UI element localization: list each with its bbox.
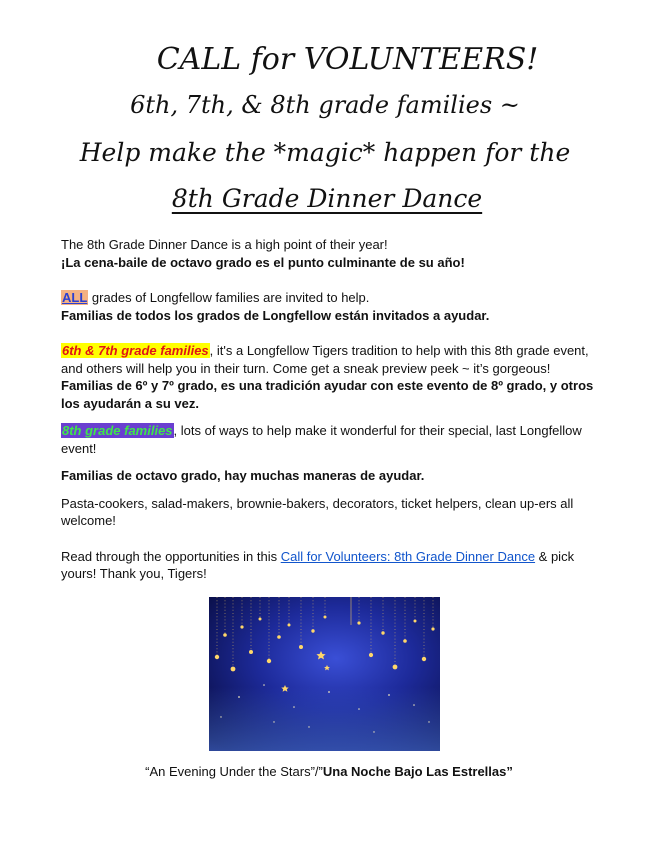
read-prefix: Read through the opportunities in this bbox=[61, 548, 281, 564]
title-call-for-volunteers: CALL for VOLUNTEERS! bbox=[156, 42, 539, 77]
read-through-paragraph bbox=[61, 548, 601, 583]
all-grades-english bbox=[61, 289, 601, 307]
event-title: 8th Grade Dinner Dance bbox=[171, 184, 483, 213]
grade-8-english bbox=[61, 422, 601, 457]
intro-english: The 8th Grade Dinner Dance is a high point of their year! bbox=[61, 237, 388, 252]
grade-67-spanish: Familias de 6º y 7º grado, es una tradición ayudar con este evento de 8º grado, y otros los ayudarán a su vez. bbox=[61, 378, 594, 411]
caption-spanish: Una Noche Bajo Las Estrellas” bbox=[322, 764, 513, 779]
starry-night-image bbox=[209, 597, 440, 751]
volunteer-roles: Pasta-cookers, salad-makers, brownie-bakers, decorators, ticket helpers, clean up-ers all welcome! bbox=[61, 495, 574, 528]
grade-67-text: , it's a Longfellow Tigers tradition to help with this 8th grade event, and others will help you in their turn. Come get a sneak preview peek ~ it’s gorgeous! bbox=[61, 343, 589, 376]
grade-8-highlight: 8th grade families bbox=[62, 423, 173, 438]
call-for-volunteers-link[interactable]: Call for Volunteers: 8th Grade Dinner Dance bbox=[280, 548, 536, 564]
all-grades-spanish: Familias de todos los grados de Longfellow están invitados a ayudar. bbox=[61, 307, 490, 323]
grade-8-text: , lots of ways to help make it wonderful for their special, last Longfellow event! bbox=[61, 423, 582, 456]
all-highlight: ALL bbox=[62, 290, 88, 305]
subtitle-grade-families: 6th, 7th, & 8th grade families ~ bbox=[130, 91, 520, 119]
caption-english: “An Evening Under the Stars”/” bbox=[145, 764, 323, 779]
grade-67-highlight: 6th & 7th grade families bbox=[62, 343, 209, 358]
all-grades-text: grades of Longfellow families are invited to help. bbox=[88, 290, 370, 305]
grade-8-spanish: Familias de octavo grado, hay muchas maneras de ayudar. bbox=[61, 468, 425, 483]
read-suffix: & pick yours! Thank you, Tigers! bbox=[61, 548, 575, 581]
intro-spanish: ¡La cena-baile de octavo grado es el punto culminante de su año! bbox=[61, 254, 465, 270]
grade-67-english bbox=[61, 342, 601, 377]
image-caption bbox=[0, 764, 650, 779]
document-body bbox=[61, 236, 601, 583]
subtitle-help-make-magic: Help make the *magic* happen for the bbox=[79, 138, 571, 167]
